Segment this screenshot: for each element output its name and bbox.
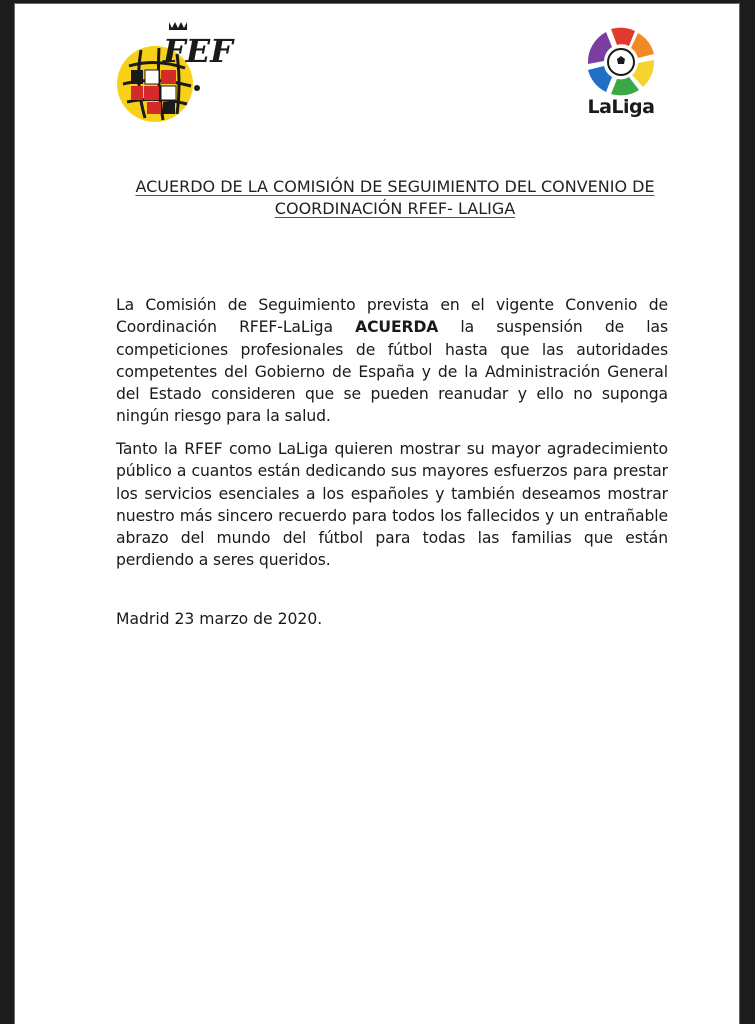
document-title xyxy=(115,176,675,220)
document-page xyxy=(14,3,740,1024)
title-line-2: COORDINACIÓN RFEF- LALIGA xyxy=(274,199,516,218)
paragraph-gratitude: Tanto la RFEF como LaLiga quieren mostrar su mayor agradecimiento público a cuantos están dedicando sus mayores esfuerzos para prestar los servicios esenciales a los españoles y también deseamos mostrar nuestro más sincero recuerdo para todos los fallecidos y un entrañable abrazo del mundo del fútbol para todas las familias que están perdiendo a seres queridos. xyxy=(116,440,668,570)
signoff-date: Madrid 23 marzo de 2020. xyxy=(116,610,323,628)
svg-text:FEF: FEF xyxy=(163,32,233,70)
rfef-emblem-icon xyxy=(107,18,233,136)
paragraph-1-intro: La Comisión de Seguimiento prevista en el vigente Convenio de Coordinación RFEF-LaLiga xyxy=(116,296,668,337)
paragraph-1-rest: la suspensión de las competiciones profesionales de fútbol hasta que las autoridades competentes del Gobierno de España y de la Administración General del Estado consideren que se pueden reanudar y ello no suponga ningún riesgo para la salud. xyxy=(116,318,668,426)
laliga-logo xyxy=(575,24,667,124)
rfef-logo xyxy=(107,18,233,136)
paragraph-1-bold: ACUERDA xyxy=(355,318,439,337)
title-line-1: ACUERDO DE LA COMISIÓN DE SEGUIMIENTO DEL CONVENIO DE xyxy=(135,177,655,196)
paragraph-agreement xyxy=(116,294,668,428)
laliga-emblem-icon xyxy=(575,24,667,96)
laliga-wordmark: LaLiga xyxy=(587,96,655,118)
